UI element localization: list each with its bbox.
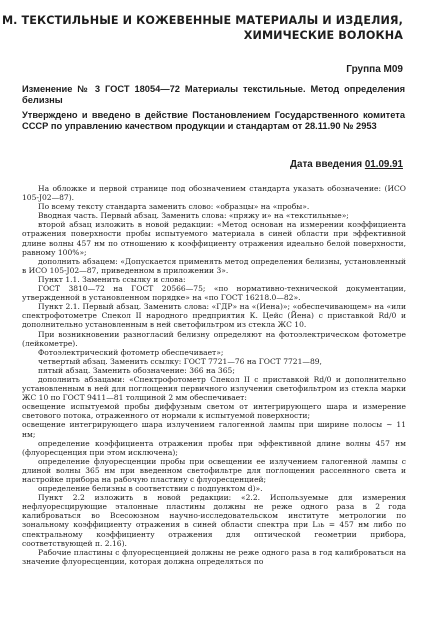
paragraph: определение белизны в соответствии с подпунктом d)». bbox=[38, 484, 263, 494]
paragraph: определение флуоресценции пробы при освещении ее излучением галогенной лампы с длиной волны 365 нм при введенном светофильтре для поглощения рассеянного света и настройке прибора на рабочую пластину с флуоресценцией; bbox=[22, 456, 406, 484]
paragraph: освещение испытуемой пробы диффузным светом от интегрирующего шара и измерение светового потока, отраженного от нормали к испытуемой поверхности; bbox=[22, 402, 406, 421]
section-heading-line-2: ХИМИЧЕСКИЕ ВОЛОКНА bbox=[243, 29, 403, 42]
amendment-title: Изменение № 3 ГОСТ 18054—72 Материалы текстильные. Метод определения белизны bbox=[22, 84, 405, 105]
paragraph: четвертый абзац. Заменить ссылку: ГОСТ 7721—76 на ГОСТ 7721—89, bbox=[38, 356, 322, 366]
effective-date-value: 01.09.91 bbox=[364, 159, 403, 170]
paragraph: Пункт 1.1. Заменить ссылку и слова: bbox=[38, 274, 186, 284]
approval-statement: Утверждено и введено в действие Постановлением Государственного комитета СССР по управлению качеством продукции и стандартам от 28.11.90 № 2953 bbox=[22, 110, 405, 131]
effective-date-label: Дата введения bbox=[290, 159, 363, 170]
paragraph: При возникновении разногласий белизну определяют на фотоэлектрическом фотометре (лейкометре). bbox=[22, 329, 406, 348]
paragraph: Фотоэлектрический фотометр обеспечивает»; bbox=[38, 347, 224, 357]
paragraph: освещение интегрирующего шара излучением галогенной лампы при ширине полосы ~ 11 нм; bbox=[22, 420, 406, 439]
paragraph: ГОСТ 3810—72 на ГОСТ 20566—75; «по нормативно-технической документации, утвержденной в установленном порядке» на «по ГОСТ 16218.0—82». bbox=[22, 284, 406, 303]
section-heading-line-1: М. ТЕКСТИЛЬНЫЕ И КОЖЕВЕННЫЕ МАТЕРИАЛЫ И ИЗДЕЛИЯ, bbox=[1, 14, 403, 27]
paragraph: Вводная часть. Первый абзац. Заменить слова: «пряжу и» на «текстильные»; bbox=[38, 211, 349, 221]
paragraph: второй абзац изложить в новой редакции: «Метод основан на измерении коэффициента отражения поверхности пробы испытуемого материала в синей области при эффективной длине волны 457 нм по отношению к коэффициенту отражения идеально белой поверхности, равному 100%»; bbox=[22, 220, 406, 257]
paragraph: На обложке и первой странице под обозначением стандарта указать обозначение: (ИСО 105-J02—87). bbox=[22, 184, 406, 203]
paragraph: Пункт 2.2 изложить в новой редакции: «2.2. Используемые для измерения нефлуоресцирующие эталонные пластины должны не реже одного раза в 2 года калиброваться во Всесоюзном научно-исследовательском институте метрологии по зональному коэффициенту отражения в синей области спектра при L₃ь = 457 нм либо по спектральному коэффициенту отражения для оптической геометрии прибора, соответствующей п. 2.16). bbox=[22, 493, 406, 548]
paragraph: определение коэффициента отражения пробы при эффективной длине волны 457 нм (флуоресценция при этом исключена); bbox=[22, 438, 406, 457]
paragraph: дополнить абзацами: «Спектрофотометр Спекол II с приставкой Rd/0 и дополнительно установленным в ней для поглощения первичного излучения светофильтром из стекла марки ЖС 10 по ГОСТ 9411—81 толщиной 2 мм обеспечивает: bbox=[22, 374, 406, 403]
amendment-body bbox=[22, 184, 406, 566]
paragraph: По всему тексту стандарта заменить слово: «образцы» на «пробы». bbox=[38, 202, 310, 212]
paragraph: Рабочие пластины с флуоресценцией должны не реже одного раза в год калиброваться на значение флуоресценции, которая должна определяться по bbox=[22, 547, 406, 566]
paragraph: пятый абзац. Заменить обозначение: 366 на 365; bbox=[38, 365, 235, 375]
paragraph: Пункт 2.1. Первый абзац. Заменить слова: «ГДР» на «(Иена)»; «обеспечивающем» на «или спектрофотометре Спекол II народного предприятия К. Цейс (Йена) с приставкой Rd/0 и дополнительно установленным в ней светофильтром из стекла ЖС 10. bbox=[22, 302, 406, 330]
paragraph: дополнить абзацем: «Допускается применять метод определения белизны, установленный в ИСО 105-J02—87, приведенном в приложении 3». bbox=[22, 256, 406, 275]
effective-date bbox=[290, 159, 403, 170]
group-code: Группа М09 bbox=[346, 64, 403, 75]
